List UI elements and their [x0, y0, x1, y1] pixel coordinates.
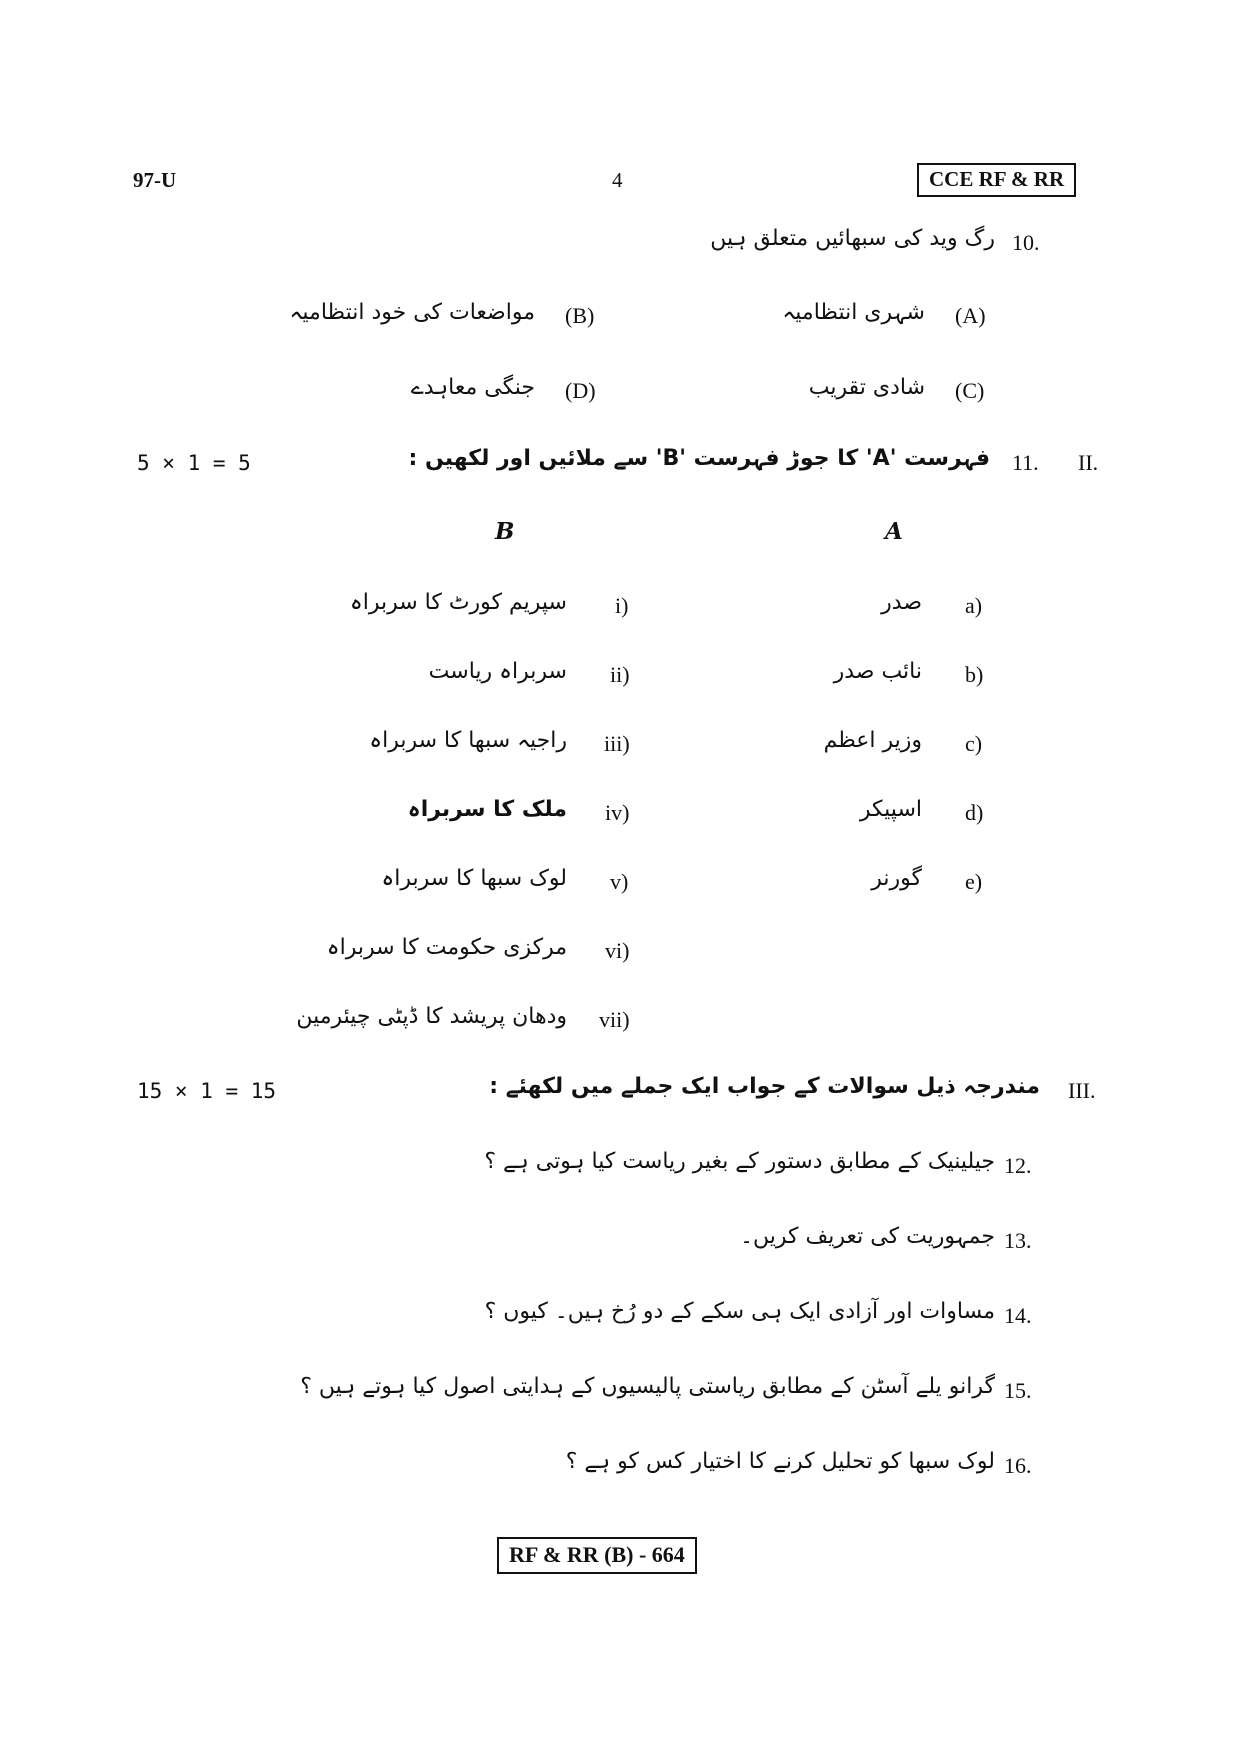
question-text: رگ وید کی سبھائیں متعلق ہیں	[710, 226, 995, 251]
question-number: 12.	[1004, 1153, 1032, 1178]
option-text: شادی تقریب	[808, 375, 925, 400]
section-marks: 15 × 1 = 15	[137, 1079, 277, 1103]
column-b-label: i)	[615, 593, 629, 618]
question-text: جمہوریت کی تعریف کریں۔	[740, 1224, 995, 1249]
section-roman: II.	[1078, 450, 1099, 475]
option-text: جنگی معاہدے	[410, 375, 535, 400]
question-text: گرانو یلے آسٹن کے مطابق ریاستی پالیسیوں کے ہدایتی اصول کیا ہوتے ہیں ؟	[300, 1374, 995, 1399]
column-a-item: وزیر اعظم	[823, 728, 922, 753]
column-b-item: سربراہ ریاست	[428, 659, 567, 684]
question-number: 13.	[1004, 1228, 1032, 1253]
column-a-label: a)	[965, 593, 983, 618]
section-instruction: فہرست 'A' کا جوڑ فہرست 'B' سے ملائیں اور لکھیں :	[408, 446, 990, 471]
question-number: 10.	[1012, 230, 1040, 255]
option-label: (B)	[565, 303, 595, 328]
option-label: (C)	[955, 378, 985, 403]
column-b-item: لوک سبھا کا سربراہ	[381, 866, 567, 891]
question-number: 14.	[1004, 1303, 1032, 1328]
footer-code-box: RF & RR (B) - 664	[497, 1537, 697, 1574]
question-text: جیلینیک کے مطابق دستور کے بغیر ریاست کیا ہوتی ہے ؟	[484, 1149, 995, 1174]
option-label: (D)	[565, 378, 596, 403]
column-b-item: مرکزی حکومت کا سربراہ	[326, 935, 567, 960]
question-number: 11.	[1012, 450, 1039, 475]
option-text: مواضعات کی خود انتظامیہ	[289, 300, 535, 325]
column-a-label: d)	[965, 800, 984, 825]
section-instruction: مندرجہ ذیل سوالات کے جواب ایک جملے میں لکھئے :	[489, 1074, 1040, 1099]
column-a-item: اسپیکر	[859, 797, 922, 822]
column-a-label: b)	[965, 662, 984, 687]
section-roman: III.	[1068, 1078, 1096, 1103]
column-b-heading: B	[495, 518, 515, 545]
question-text: مساوات اور آزادی ایک ہی سکے کے دو رُخ ہیں۔ کیوں ؟	[484, 1299, 995, 1324]
option-text: شہری انتظامیہ	[782, 300, 925, 325]
column-b-label: iii)	[604, 731, 630, 756]
column-b-label: v)	[610, 869, 629, 894]
column-a-heading: A	[885, 518, 903, 545]
column-b-label: ii)	[610, 662, 630, 687]
paper-code: 97-U	[133, 168, 177, 192]
column-a-item: گورنر	[871, 866, 922, 891]
column-a-item: نائب صدر	[833, 659, 922, 684]
column-b-label: vii)	[599, 1007, 630, 1032]
column-b-item: سپریم کورٹ کا سربراہ	[349, 590, 567, 615]
question-number: 16.	[1004, 1453, 1032, 1478]
question-text: لوک سبھا کو تحلیل کرنے کا اختیار کس کو ہے ؟	[565, 1449, 995, 1474]
column-b-label: vi)	[605, 938, 630, 963]
column-a-label: e)	[965, 869, 983, 894]
column-b-item: ملک کا سربراہ	[407, 797, 567, 822]
section-marks: 5 × 1 = 5	[137, 451, 251, 475]
column-b-item: راجیہ سبھا کا سربراہ	[369, 728, 567, 753]
option-label: (A)	[955, 303, 986, 328]
column-a-item: صدر	[881, 590, 922, 615]
column-b-label: iv)	[605, 800, 630, 825]
column-a-label: c)	[965, 731, 983, 756]
series-box: CCE RF & RR	[917, 163, 1076, 197]
page-number: 4	[612, 168, 623, 192]
question-number: 15.	[1004, 1378, 1032, 1403]
column-b-item: ودھان پریشد کا ڈپٹی چیئرمین	[296, 1004, 567, 1029]
